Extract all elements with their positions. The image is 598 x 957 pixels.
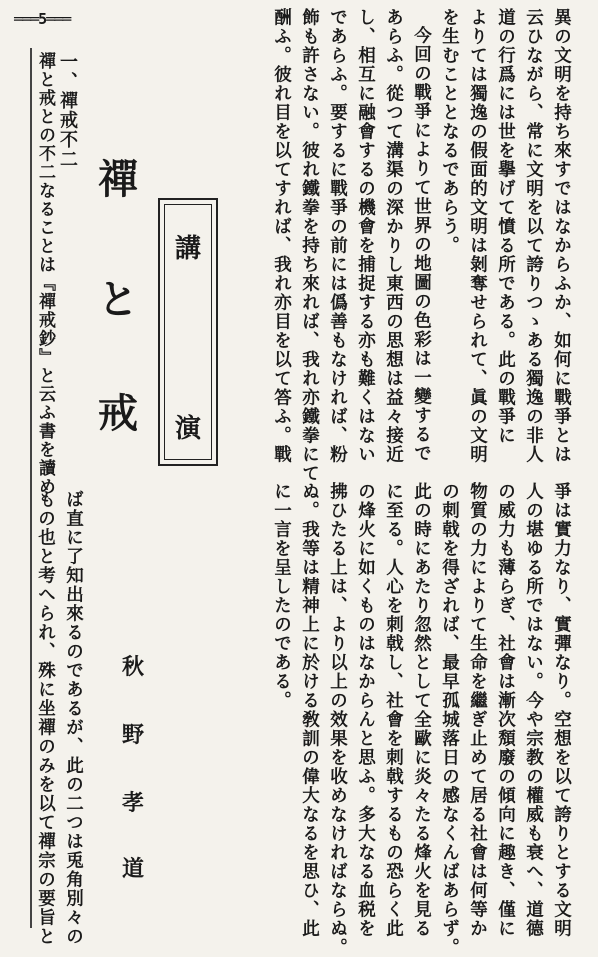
lower-text-line-8: の烽火に如くものはなからんと思ふ。多大なる血税を: [355, 482, 376, 938]
upper-text-line-7: あらふ。從つて溝渠の深かりし東西の思想は益々接近: [383, 8, 404, 464]
lower-text-line-6: 此の時にあたり忽然として全歐に炎々たる烽火を見る: [411, 482, 432, 938]
upper-text-line-5: を生むこととなるであらう。: [439, 8, 460, 255]
title-char-2: と: [98, 276, 138, 323]
lower-text-line-11: に一言を呈したのである。: [271, 482, 292, 710]
title-char-1: 禪: [98, 156, 138, 203]
upper-text-line-6: 今回の戰爭によりて世界の地圖の色彩は一變するで: [411, 26, 432, 463]
continuation-line-1: ば直に了知出來るのであるが、此の二つは兎角別々の: [63, 490, 84, 946]
lower-text-line-9: 拂ひたる上は、より以上の效果を收めなければならぬ。: [327, 482, 348, 957]
lower-text-line-10: ぬ。我等は精神上に於ける敎訓の偉大なるを思ひ、此: [299, 482, 320, 938]
lower-text-line-4: 物質の力によりて生命を繼ぎ止めて居る社會は何等か: [467, 482, 488, 938]
author-char-1: 秋: [122, 654, 145, 680]
author-char-3: 孝: [122, 790, 145, 816]
lower-text-line-2: 人の堪ゆる所ではない。今や宗教の權威も衰へ、道德: [523, 482, 544, 938]
lecture-label-box: [158, 198, 218, 466]
upper-text-line-8: し、相互に融會するの機會を捕捉する亦も難くはない: [355, 8, 376, 464]
author-char-4: 道: [122, 856, 145, 882]
lower-text-line-7: に至る。人心を刺戟し、社會を刺戟するもの恐らく此: [383, 482, 404, 938]
upper-text-line-10: 飾も許さない。彼れ鐵拳を持ち來れば、我れ亦鐵拳にて: [299, 8, 320, 483]
title-char-3: 戒: [98, 390, 138, 437]
upper-text-line-4: よりては獨逸の假面的文明は剝奪せられて、眞の文明: [467, 8, 488, 464]
subsection-heading: 一、禪戒不二: [57, 52, 78, 169]
margin-rule: [30, 48, 32, 928]
continuation-line-2: もの也と考へられ、殊に坐禪のみを以て禪宗の要旨と: [35, 490, 56, 946]
lower-text-line-5: の刺戟を得ざれば、最早孤城落日の感なくんばあらず。: [439, 482, 460, 957]
upper-text-line-9: であらふ。要するに戰爭の前には僞善もなければ、粉: [327, 8, 348, 464]
subsection-text: 禪と戒との不二なることは『禪戒鈔』と云ふ書を讀め: [35, 52, 55, 496]
upper-text-line-11: 酬ふ。彼れ目を以てすれば、我れ亦目を以て答ふ。戰: [271, 8, 292, 464]
upper-text-line-2: 云ひながら、常に文明を以て誇りつゝある獨逸の非人: [523, 8, 544, 464]
lower-text-line-3: の威力も薄らぎ、社會は漸次頽廢の傾向に趣き、僅に: [495, 482, 516, 938]
upper-text-line-1: 異の文明を持ち來すではなからふか、如何に戰爭とは: [551, 8, 572, 464]
author-char-2: 野: [122, 722, 145, 748]
page-number-mark: ═══5═══: [14, 10, 71, 28]
lecture-char-1: 講: [174, 234, 201, 264]
lecture-char-2: 演: [174, 414, 201, 444]
upper-text-line-3: 道の行爲には世を擧げて憤る所である。此の戰爭に: [495, 8, 516, 445]
lower-text-line-1: 爭は實力なり、實彈なり。空想を以て誇りとする文明: [551, 482, 572, 938]
